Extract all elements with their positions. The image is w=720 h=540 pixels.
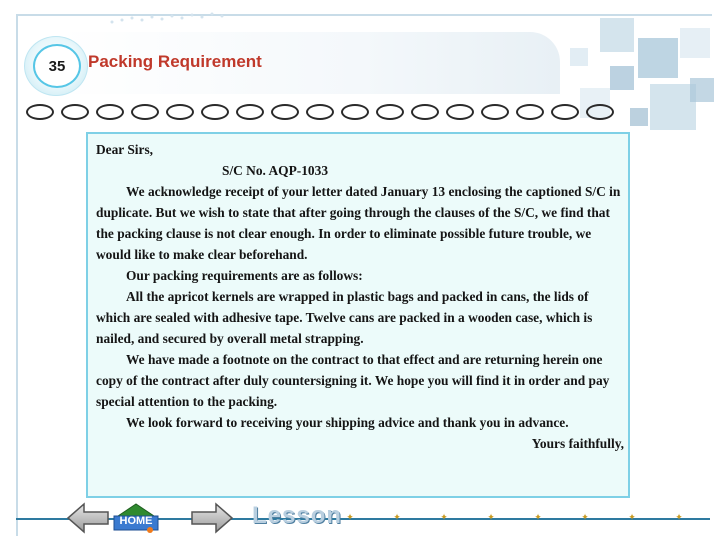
ring-icon [551,104,579,120]
letter-paragraph: Our packing requirements are as follows: [126,268,363,283]
ring-icon [131,104,159,120]
left-arrow-icon[interactable] [66,502,110,534]
home-label: HOME [119,515,153,527]
ring-icon [201,104,229,120]
ring-icon [61,104,89,120]
ring-icon [516,104,544,120]
slide-number-badge: 35 [33,44,81,88]
ring-icon [586,104,614,120]
lesson-link-icon[interactable]: ✦ [393,512,401,522]
letter-paragraph: We acknowledge receipt of your letter dated January 13 enclosing the captioned S/C in duplicate. But we wish to state that after going through the clauses of the S/C, we find that the packing clause is not clear enough. In order to eliminate possible future trouble, we would like to make clear beforehand. [96,184,621,262]
letter-paragraph: We have made a footnote on the contract to that effect and are returning herein one copy of the contract after duly countersigning it. We hope you will find it in order and pay special attention to the packing. [96,352,610,409]
decorative-squares [540,8,720,148]
ring-icon [481,104,509,120]
ring-icon [341,104,369,120]
lesson-link-icon[interactable]: ✦ [675,512,683,522]
lesson-label[interactable]: Lesson [252,502,343,529]
letter-paragraph: We look forward to receiving your shipping advice and thank you in advance. [126,415,569,430]
lesson-link-icon[interactable]: ✦ [440,512,448,522]
ring-icon [236,104,264,120]
lesson-links [335,510,705,530]
letter-closing: Yours faithfully, [531,436,624,451]
lesson-link-icon[interactable]: ✦ [534,512,542,522]
lesson-link-icon[interactable]: ✦ [346,512,354,522]
lesson-link-icon[interactable]: ✦ [487,512,495,522]
ring-icon [411,104,439,120]
ring-icon [446,104,474,120]
letter-paragraph: All the apricot kernels are wrapped in plastic bags and packed in cans, the lids of which are sealed with adhesive tape. Twelve cans are packed in a wooden case, which is nailed, and secured by overall metal strapping. [96,289,593,346]
slide-title: Packing Requirement [88,52,262,71]
ring-icon [376,104,404,120]
ring-icon [166,104,194,120]
letter-salutation: Dear Sirs, [96,142,154,157]
home-button[interactable] [110,502,162,534]
binder-rings [24,104,618,124]
ring-icon [306,104,334,120]
decorative-dots [108,8,238,34]
lesson-link-icon[interactable]: ✦ [628,512,636,522]
ring-icon [271,104,299,120]
ring-icon [96,104,124,120]
letter-body [96,139,624,454]
letter-reference: S/C No. AQP-1033 [222,163,329,178]
right-arrow-icon[interactable] [190,502,234,534]
lesson-link-icon[interactable]: ✦ [581,512,589,522]
ring-icon [26,104,54,120]
